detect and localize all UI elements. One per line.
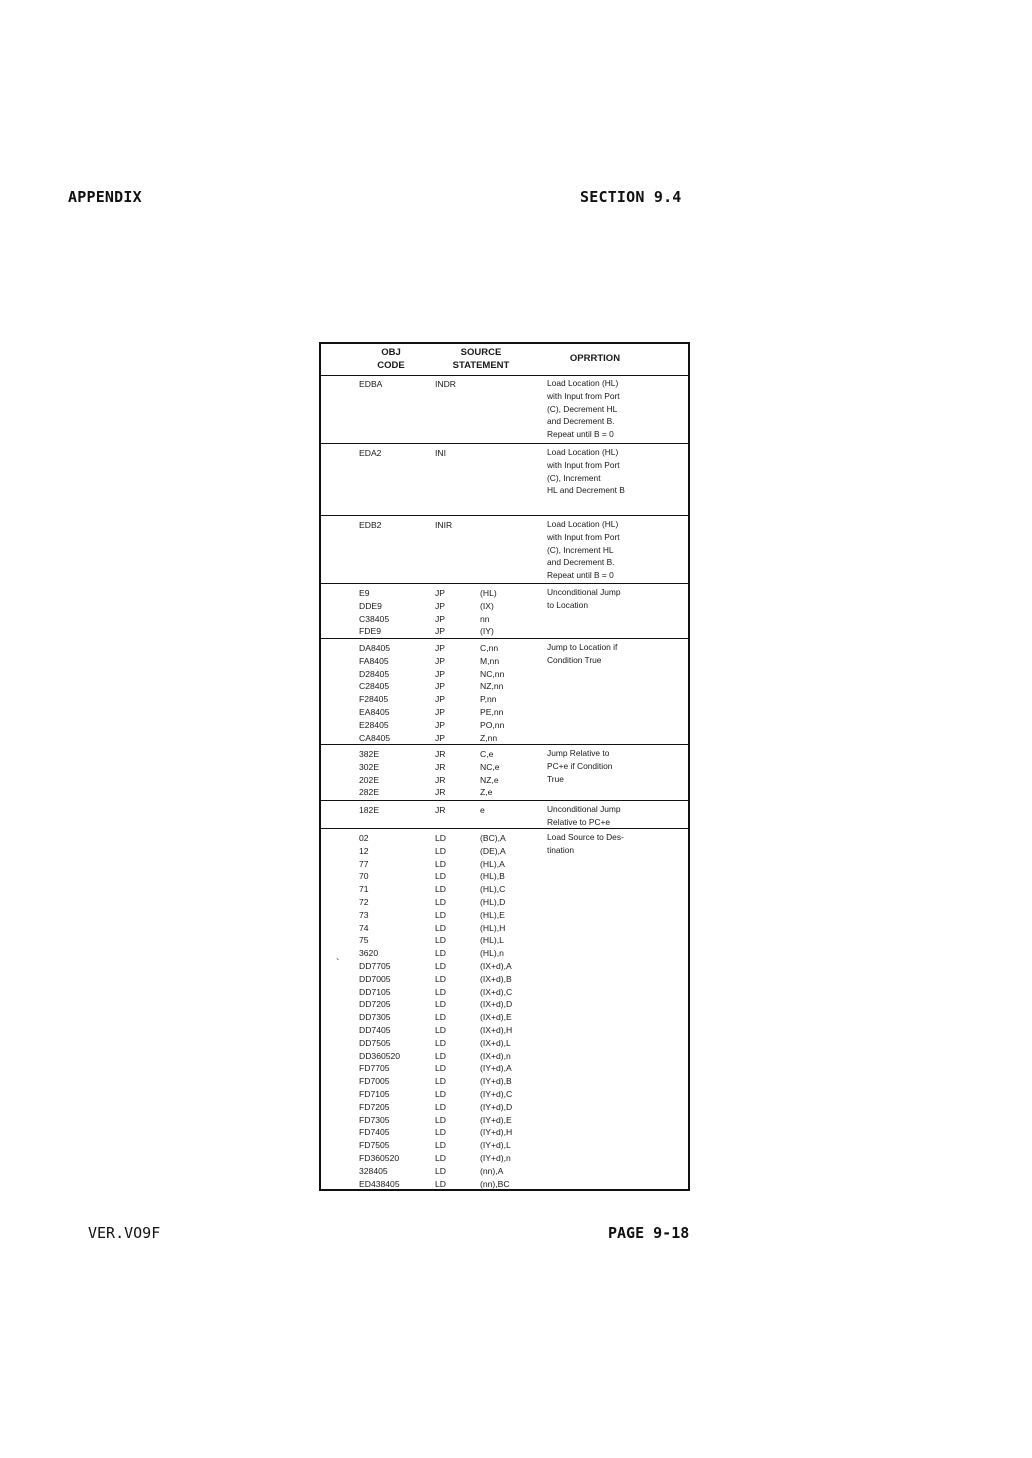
operand: (IY+d),B	[480, 1076, 512, 1087]
instruction-group	[321, 745, 688, 801]
mnemonic: LD	[435, 948, 446, 959]
table-row	[321, 960, 688, 973]
description-line: to Location	[547, 599, 588, 610]
mnemonic: LD	[435, 973, 446, 984]
obj-code: 202E	[359, 774, 380, 785]
obj-code: 328405	[359, 1165, 388, 1176]
table-row	[321, 1011, 688, 1024]
table-row	[321, 642, 688, 655]
operand: M,nn	[480, 655, 500, 666]
mnemonic: LD	[435, 1101, 446, 1112]
obj-code: FD7505	[359, 1140, 390, 1151]
table-row	[321, 804, 688, 817]
operand: (IX+d),E	[480, 1012, 512, 1023]
table-row	[321, 1178, 688, 1191]
mnemonic: LD	[435, 935, 446, 946]
description-line: with Input from Port	[547, 531, 620, 542]
mnemonic: LD	[435, 845, 446, 856]
obj-code: E28405	[359, 719, 389, 730]
mnemonic: JP	[435, 694, 446, 705]
margin-mark: `	[336, 958, 340, 969]
operand: (IY)	[480, 626, 494, 637]
operand: NZ,nn	[480, 681, 504, 692]
obj-code: FD7005	[359, 1076, 390, 1087]
obj-code: EDA2	[359, 448, 382, 458]
table-header	[321, 344, 688, 376]
operand: NZ,e	[480, 774, 499, 785]
mnemonic: LD	[435, 1127, 446, 1138]
obj-code: F28405	[359, 694, 389, 705]
description-line: and Decrement B.	[547, 557, 615, 568]
mnemonic: LD	[435, 1076, 446, 1087]
mnemonic: LD	[435, 1089, 446, 1099]
obj-code: DD7305	[359, 1012, 391, 1023]
description-line: with Input from Port	[547, 459, 620, 470]
table-row	[321, 1062, 688, 1075]
obj-code: CA8405	[359, 732, 391, 743]
table-row	[321, 1050, 688, 1063]
obj-code: 75	[359, 935, 369, 946]
operand: NC,e	[480, 761, 500, 772]
table-row	[321, 655, 688, 668]
obj-code: D28405	[359, 668, 390, 679]
description-line: HL and Decrement B	[547, 485, 625, 496]
operation-description	[547, 831, 624, 857]
obj-code: 70	[359, 871, 369, 882]
mnemonic: INIR	[435, 520, 453, 530]
table-row	[321, 680, 688, 693]
operand: (HL)	[480, 588, 497, 598]
obj-code: FA8405	[359, 655, 389, 666]
operand: NC,nn	[480, 668, 505, 679]
operand: (IX)	[480, 600, 494, 611]
obj-code: FD360520	[359, 1153, 400, 1163]
mnemonic: INI	[435, 448, 446, 458]
mnemonic: JP	[435, 732, 446, 743]
description-line: True	[547, 773, 564, 784]
instruction-group	[321, 829, 688, 1191]
description-line: tination	[547, 844, 575, 855]
mnemonic: JP	[435, 719, 446, 730]
obj-code: DA8405	[359, 643, 391, 653]
description-line: Condition True	[547, 654, 602, 665]
obj-code: DD7105	[359, 986, 391, 997]
operand: (HL),B	[480, 871, 505, 882]
description-line: Repeat until B = 0	[547, 570, 614, 581]
instruction-group	[321, 375, 688, 444]
obj-code: DDE9	[359, 600, 382, 611]
obj-code: 74	[359, 922, 369, 933]
obj-code: 382E	[359, 749, 380, 759]
description-line: (C), Increment HL	[547, 544, 614, 555]
mnemonic: LD	[435, 1050, 446, 1061]
table-row	[321, 706, 688, 719]
col-header-obj-code: OBJ CODE	[377, 347, 405, 371]
operand: Z,e	[480, 787, 493, 798]
obj-code: 73	[359, 909, 369, 920]
operand: (IX+d),A	[480, 961, 512, 971]
mnemonic: LD	[435, 871, 446, 882]
operand: C,e	[480, 749, 494, 759]
operation-description	[547, 641, 617, 667]
operation-description	[547, 518, 620, 582]
obj-code: C28405	[359, 681, 390, 692]
table-row	[321, 845, 688, 858]
mnemonic: JP	[435, 613, 446, 624]
col-header-operation: OPRRTION	[569, 353, 621, 364]
operation-description	[547, 377, 620, 441]
description-line: Load Location (HL)	[547, 519, 619, 529]
operand: PE,nn	[480, 707, 504, 717]
table-row	[321, 447, 688, 460]
description-line: (C), Increment	[547, 472, 601, 483]
mnemonic: LD	[435, 858, 446, 869]
table-row	[321, 922, 688, 935]
table-row	[321, 378, 688, 391]
table-row	[321, 1101, 688, 1114]
obj-code: FD7405	[359, 1127, 390, 1138]
operand: nn	[480, 613, 490, 624]
table-row	[321, 883, 688, 896]
description-line: Load Location (HL)	[547, 447, 619, 457]
obj-code: FD7105	[359, 1089, 390, 1099]
description-line: Jump to Location if	[547, 642, 618, 652]
obj-code: E9	[359, 588, 370, 598]
operand: C,nn	[480, 643, 499, 653]
operand: (nn),BC	[480, 1178, 510, 1189]
table-row	[321, 986, 688, 999]
description-line: Unconditional Jump	[547, 587, 621, 597]
mnemonic: JP	[435, 668, 446, 679]
table-row	[321, 1075, 688, 1088]
mnemonic: JP	[435, 588, 446, 598]
obj-code: DD7205	[359, 999, 391, 1010]
mnemonic: INDR	[435, 379, 457, 389]
operand: (HL),A	[480, 858, 505, 869]
table-row	[321, 832, 688, 845]
mnemonic: JP	[435, 655, 446, 666]
mnemonic: LD	[435, 986, 446, 997]
mnemonic: JR	[435, 761, 446, 772]
mnemonic: LD	[435, 1025, 446, 1035]
obj-code: 72	[359, 897, 369, 907]
table-row	[321, 719, 688, 732]
operand: (IX+d),n	[480, 1050, 511, 1061]
obj-code: 3620	[359, 948, 379, 959]
table-row	[321, 1088, 688, 1101]
operand: (HL),H	[480, 922, 506, 933]
obj-code: 02	[359, 833, 369, 843]
operand: (HL),D	[480, 897, 506, 907]
mnemonic: LD	[435, 1063, 446, 1074]
mnemonic: LD	[435, 1165, 446, 1176]
operation-description	[547, 803, 621, 829]
operand: (HL),L	[480, 935, 504, 946]
operand: (BC),A	[480, 833, 506, 843]
table-row	[321, 1024, 688, 1037]
mnemonic: LD	[435, 897, 446, 907]
operation-description	[547, 586, 621, 612]
header-left: APPENDIX	[68, 188, 142, 206]
mnemonic: LD	[435, 922, 446, 933]
instruction-group	[321, 639, 688, 745]
footer-left: VER.VO9F	[88, 1224, 161, 1242]
table-row	[321, 870, 688, 883]
operand: (HL),n	[480, 948, 504, 959]
table-row	[321, 1037, 688, 1050]
obj-code: 12	[359, 845, 369, 856]
table-row	[321, 1165, 688, 1178]
description-line: (C), Decrement HL	[547, 403, 618, 414]
operand: (IX+d),B	[480, 973, 512, 984]
mnemonic: JR	[435, 774, 446, 785]
obj-code: DD7405	[359, 1025, 391, 1035]
mnemonic: JP	[435, 626, 446, 637]
table-row	[321, 858, 688, 871]
table-row	[321, 761, 688, 774]
mnemonic: LD	[435, 1114, 446, 1125]
mnemonic: JR	[435, 749, 446, 759]
description-line: Jump Relative to	[547, 748, 610, 758]
obj-code: DD7005	[359, 973, 391, 984]
obj-code: EDB2	[359, 520, 382, 530]
operation-description	[547, 446, 625, 497]
mnemonic: LD	[435, 999, 446, 1010]
table-row	[321, 625, 688, 638]
table-row	[321, 896, 688, 909]
table-row	[321, 693, 688, 706]
operand: (IX+d),L	[480, 1037, 511, 1048]
obj-code: FD7305	[359, 1114, 390, 1125]
table-row	[321, 613, 688, 626]
mnemonic: LD	[435, 1140, 446, 1151]
mnemonic: LD	[435, 909, 446, 920]
table-row	[321, 519, 688, 532]
operand: (IY+d),H	[480, 1127, 513, 1138]
operand: Z,nn	[480, 732, 498, 743]
table-row	[321, 934, 688, 947]
table-row	[321, 1114, 688, 1127]
obj-code: DD360520	[359, 1050, 401, 1061]
mnemonic: LD	[435, 961, 446, 971]
table-row	[321, 1126, 688, 1139]
obj-code: DD7705	[359, 961, 391, 971]
mnemonic: JP	[435, 707, 446, 717]
obj-code: FDE9	[359, 626, 381, 637]
table-row	[321, 1152, 688, 1165]
mnemonic: JP	[435, 643, 446, 653]
col-header-source-statement: SOURCE STATEMENT	[452, 347, 510, 371]
operation-description	[547, 747, 612, 785]
mnemonic: LD	[435, 1012, 446, 1023]
table-row	[321, 587, 688, 600]
description-line: Repeat until B = 0	[547, 429, 614, 440]
operand: (IY+d),n	[480, 1153, 511, 1163]
operand: PO,nn	[480, 719, 505, 730]
obj-code: C38405	[359, 613, 390, 624]
instruction-group	[321, 516, 688, 584]
table-row	[321, 909, 688, 922]
operand: (IX+d),D	[480, 999, 513, 1010]
mnemonic: JR	[435, 787, 446, 798]
mnemonic: LD	[435, 1037, 446, 1048]
table-row	[321, 668, 688, 681]
obj-code: FD7205	[359, 1101, 390, 1112]
obj-code: 302E	[359, 761, 380, 772]
table-row	[321, 786, 688, 799]
instruction-table	[319, 342, 690, 1191]
obj-code: 182E	[359, 805, 380, 815]
obj-code: 77	[359, 858, 369, 869]
obj-code: 71	[359, 884, 369, 895]
obj-code: EA8405	[359, 707, 390, 717]
obj-code: DD7505	[359, 1037, 391, 1048]
description-line: and Decrement B.	[547, 416, 615, 427]
operand: (nn),A	[480, 1165, 504, 1176]
operand: (IY+d),D	[480, 1101, 513, 1112]
operand: (IX+d),H	[480, 1025, 513, 1035]
operand: (IY+d),E	[480, 1114, 512, 1125]
operand: (IY+d),C	[480, 1089, 513, 1099]
header-right: SECTION 9.4	[580, 188, 682, 206]
operand: (IY+d),L	[480, 1140, 511, 1151]
mnemonic: JR	[435, 805, 446, 815]
obj-code: EDBA	[359, 379, 383, 389]
description-line: Load Source to Des-	[547, 832, 624, 842]
operand: (IX+d),C	[480, 986, 513, 997]
obj-code: 282E	[359, 787, 380, 798]
description-line: Load Location (HL)	[547, 378, 619, 388]
description-line: Unconditional Jump	[547, 804, 621, 814]
description-line: with Input from Port	[547, 390, 620, 401]
table-row	[321, 600, 688, 613]
mnemonic: JP	[435, 681, 446, 692]
mnemonic: LD	[435, 1153, 446, 1163]
table-row	[321, 973, 688, 986]
instruction-group	[321, 801, 688, 829]
operand: (HL),E	[480, 909, 505, 920]
operand: (DE),A	[480, 845, 506, 856]
instruction-group	[321, 444, 688, 516]
mnemonic: JP	[435, 600, 446, 611]
operand: P,nn	[480, 694, 497, 705]
description-line: Relative to PC+e	[547, 816, 611, 827]
table-row	[321, 748, 688, 761]
obj-code: FD7705	[359, 1063, 390, 1074]
instruction-group	[321, 584, 688, 639]
table-row	[321, 732, 688, 745]
mnemonic: LD	[435, 1178, 446, 1189]
description-line: PC+e if Condition	[547, 760, 613, 771]
table-row	[321, 998, 688, 1011]
mnemonic: LD	[435, 884, 446, 895]
operand: (IY+d),A	[480, 1063, 512, 1074]
mnemonic: LD	[435, 833, 446, 843]
obj-code: ED438405	[359, 1178, 400, 1189]
table-row	[321, 947, 688, 960]
table-row	[321, 774, 688, 787]
footer-right: PAGE 9-18	[608, 1224, 690, 1242]
operand: e	[480, 805, 485, 815]
table-row	[321, 1139, 688, 1152]
operand: (HL),C	[480, 884, 506, 895]
